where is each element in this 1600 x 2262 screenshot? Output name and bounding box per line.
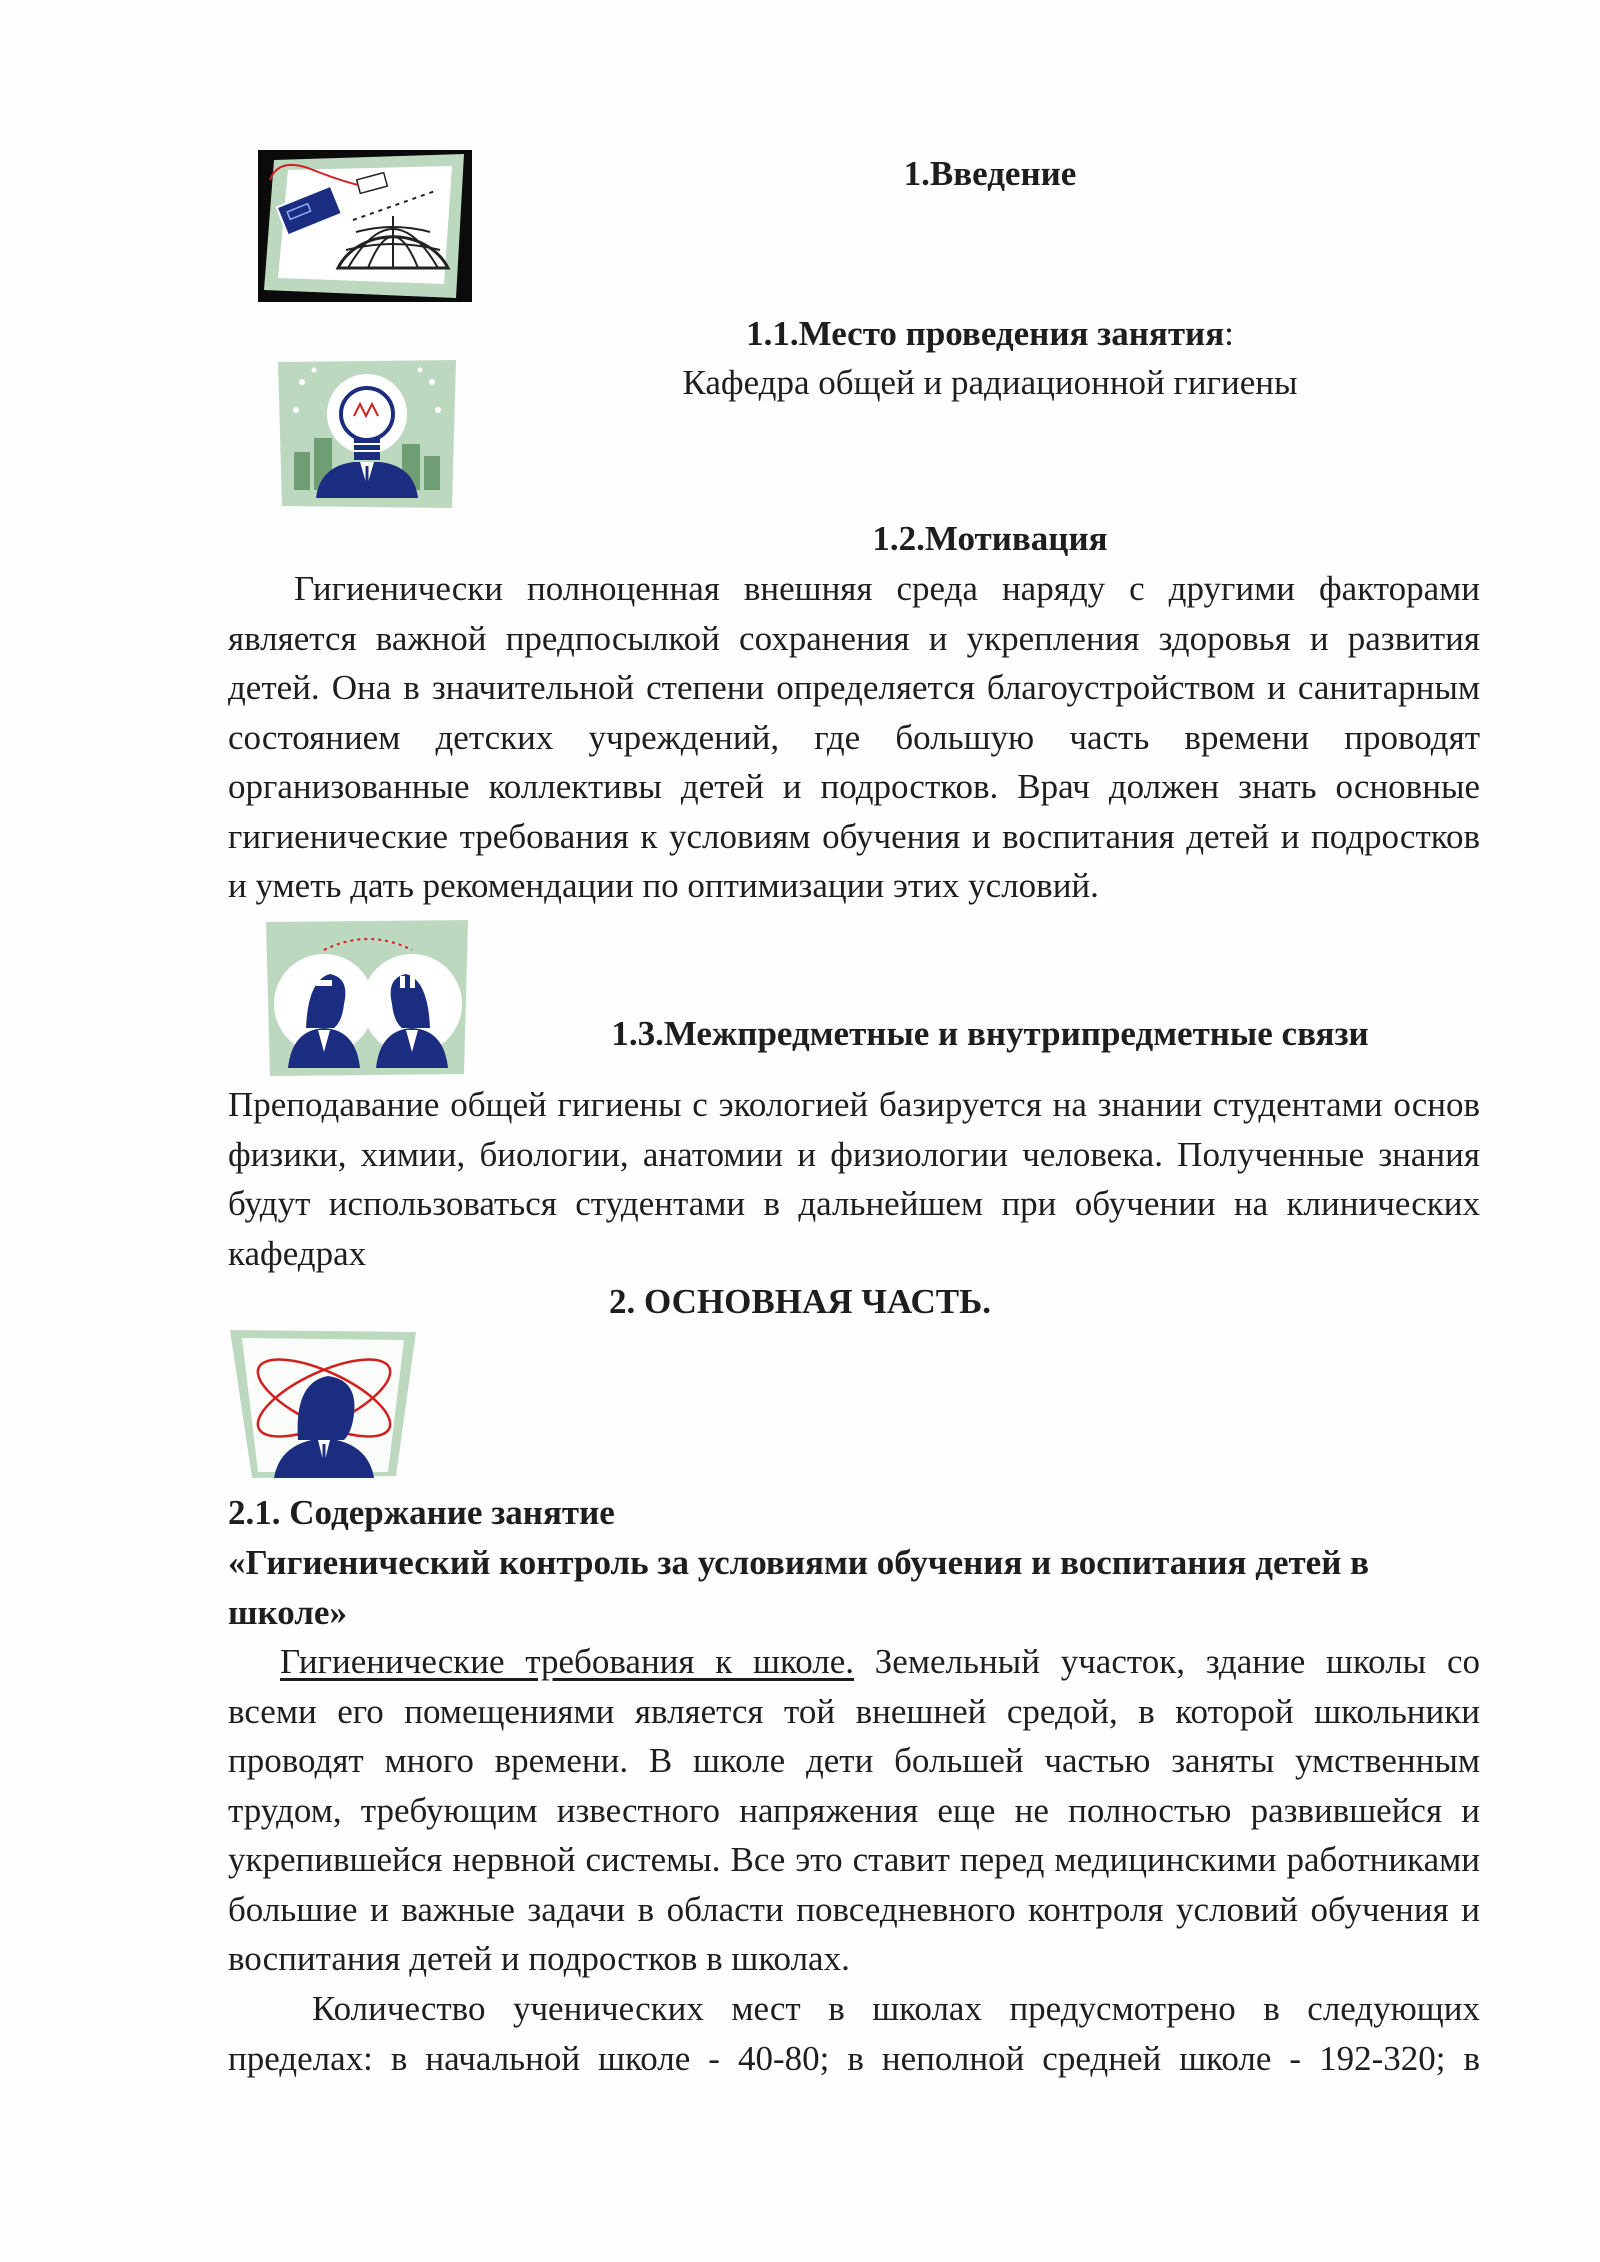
intro-heading: 1.Введение: [903, 154, 1077, 193]
motivation-heading: 1.2.Мотивация: [872, 519, 1108, 558]
links-heading: 1.3.Межпредметные и внутрипредметные связи: [611, 1014, 1369, 1053]
place-heading-colon: :: [1224, 314, 1234, 353]
place-heading-text: 1.1.Место проведения занятия: [746, 314, 1225, 353]
school-requirements-label: Гигиенические требования к школе.: [280, 1642, 855, 1681]
two-heads-illustration: [262, 918, 472, 1078]
place-heading: [600, 312, 1380, 356]
place-value: Кафедра общей и радиационной гигиены: [682, 363, 1298, 402]
orbit-head-illustration: [228, 1328, 418, 1480]
motivation-paragraph: Гигиенически полноценная внешняя среда наряду с другими факторами является важной предпосылкой сохранения и укрепления здоровья и развития детей. Она в значительной степени определяется благоустройством и санитарным состоянием детских учреждений, где большую часть времени проводят организованные коллективы детей и подростков. Врач должен знать основные гигиенические требования к условиям обучения и воспитания детей и подростков и уметь дать рекомендации по оптимизации этих условий.: [228, 569, 1480, 905]
school-requirements-text: Земельный участок, здание школы со всеми его помещениями является той внешней средой, в которой школьники проводят много времени. В школе дети большей частью заняты умственным трудом, требующим известного напряжения еще не полностью развившейся и укрепившейся нервной системы. Все это ставит перед медицинскими работниками большие и важные задачи в области повседневного контроля условий обучения и воспитания детей и подростков в школах.: [228, 1642, 1480, 1978]
links-paragraph: Преподавание общей гигиены с экологией базируется на знании студентами основ физики, химии, биологии, анатомии и физиологии человека. Полученные знания будут использоваться студентами в дальнейшем при обучении на клинических кафедрах: [228, 1085, 1480, 1273]
main-heading: 2. ОСНОВНАЯ ЧАСТЬ.: [609, 1282, 991, 1321]
globe-letter-illustration: [258, 150, 472, 302]
lightbulb-head-illustration: [274, 358, 460, 510]
content-heading: 2.1. Содержание занятие: [228, 1493, 615, 1532]
places-paragraph: Количество ученических мест в школах предусмотрено в следующих пределах: в начальной школе - 40-80; в неполной средней школе - 192-320; в: [228, 1989, 1480, 2078]
school-requirements-paragraph: [228, 1637, 1480, 1984]
content-title: «Гигиенический контроль за условиями обучения и воспитания детей в школе»: [228, 1543, 1370, 1632]
